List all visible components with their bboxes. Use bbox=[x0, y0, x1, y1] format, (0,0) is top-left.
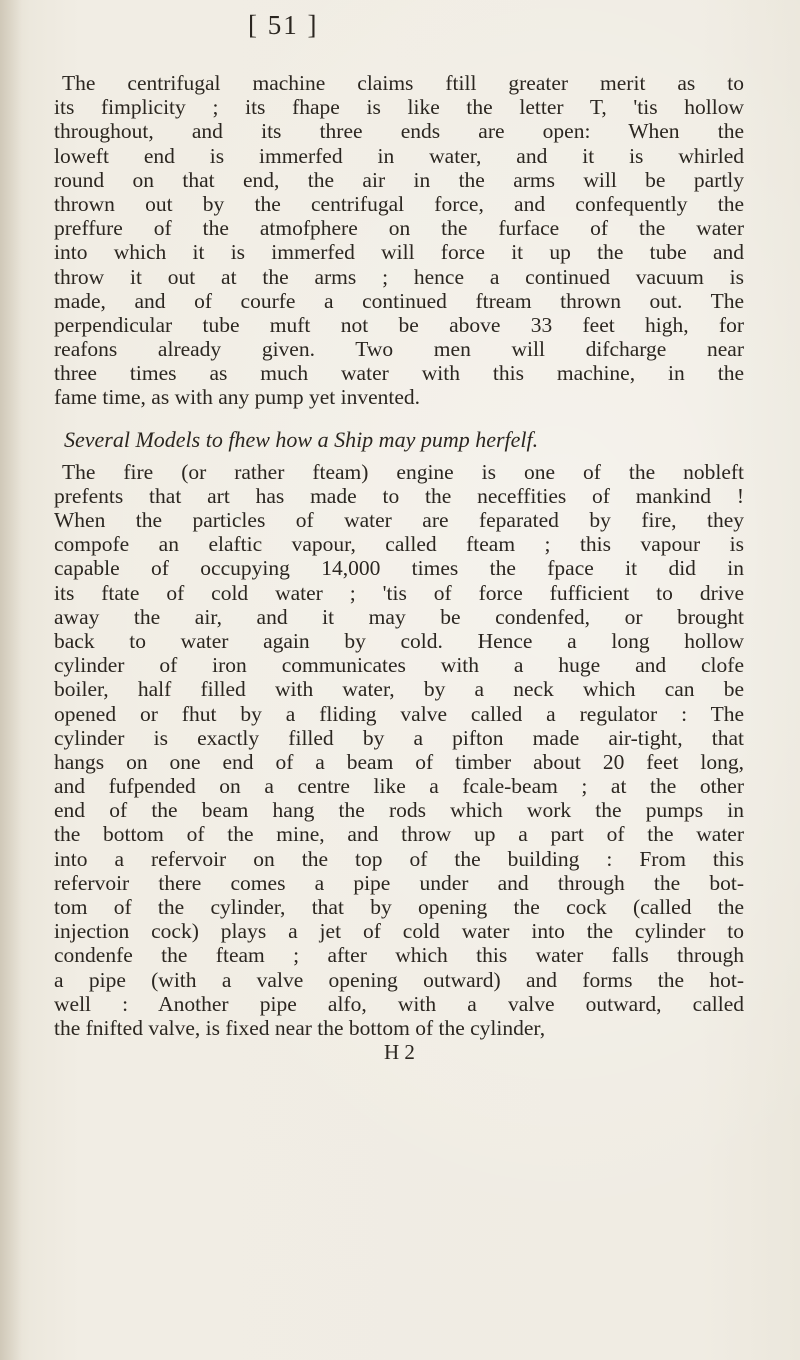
text-line: capable of occupying 14,000 times the fpace it did in bbox=[54, 556, 744, 581]
body-text bbox=[54, 71, 744, 1064]
text-line: The fire (or rather fteam) engine is one of the nobleft bbox=[62, 459, 744, 484]
text-line: perpendicular tube muft not be above 33 feet high, for bbox=[54, 312, 744, 337]
text-line: The centrifugal machine claims ftill greater merit as to bbox=[62, 71, 744, 95]
text-line: thrown out by the centrifugal force, and confequently the bbox=[54, 191, 744, 216]
text-line: well : Another pipe alfo, with a valve outward, called bbox=[54, 991, 744, 1016]
text-line: throw it out at the arms ; hence a continued vacuum is bbox=[54, 264, 744, 289]
text-line: When the particles of water are feparated by fire, they bbox=[54, 508, 744, 532]
text-line: away the air, and it may be condenfed, or brought bbox=[54, 604, 744, 629]
page-folio: [ 51 ] bbox=[248, 10, 319, 40]
text-line: into which it is immerfed will force it up the tube and bbox=[54, 240, 744, 265]
text-line: three times as much water with this machine, in the bbox=[54, 361, 744, 386]
signature-mark: H 2 bbox=[384, 1040, 415, 1065]
text-line: round on that end, the air in the arms will be partly bbox=[54, 167, 744, 192]
text-line: fame time, as with any pump yet invented. bbox=[54, 385, 421, 410]
text-line: refervoir there comes a pipe under and through the bot- bbox=[54, 870, 744, 895]
text-line: into a refervoir on the top of the building : From this bbox=[54, 846, 744, 871]
section-heading: Several Models to fhew how a Ship may pump herfelf. bbox=[64, 426, 539, 452]
text-line: its ftate of cold water ; 'tis of force fufficient to drive bbox=[54, 580, 744, 605]
text-line: a pipe (with a valve opening outward) and forms the hot- bbox=[54, 967, 744, 992]
text-line: made, and of courfe a continued ftream thrown out. The bbox=[54, 288, 744, 313]
text-line: cylinder of iron communicates with a huge and clofe bbox=[54, 653, 744, 678]
text-line: its fimplicity ; its fhape is like the letter T, 'tis hollow bbox=[54, 95, 744, 120]
text-line: end of the beam hang the rods which work the pumps in bbox=[54, 798, 744, 823]
text-line: opened or fhut by a fliding valve called a regulator : The bbox=[54, 701, 744, 726]
text-line: hangs on one end of a beam of timber about 20 feet long, bbox=[54, 749, 744, 774]
text-line: compofe an elaftic vapour, called fteam ; this vapour is bbox=[54, 532, 744, 557]
text-line: back to water again by cold. Hence a long hollow bbox=[54, 628, 744, 653]
text-line: cylinder is exactly filled by a pifton made air-tight, that bbox=[54, 725, 744, 750]
paragraph-centrifugal-machine bbox=[54, 71, 744, 410]
paragraph-fire-engine bbox=[54, 460, 744, 1041]
text-line: the bottom of the mine, and throw up a part of the water bbox=[54, 822, 744, 847]
text-line: prefents that art has made to the neceffities of mankind ! bbox=[54, 483, 744, 508]
text-line: throughout, and its three ends are open: When the bbox=[54, 119, 744, 144]
text-line: boiler, half filled with water, by a neck which can be bbox=[54, 677, 744, 702]
text-line: the fnifted valve, is fixed near the bottom of the cylinder, bbox=[54, 1015, 546, 1040]
binding-shadow bbox=[0, 0, 22, 1360]
text-line: injection cock) plays a jet of cold water into the cylinder to bbox=[54, 919, 744, 944]
text-line: reafons already given. Two men will difcharge near bbox=[54, 337, 744, 362]
text-line: tom of the cylinder, that by opening the cock (called the bbox=[54, 895, 744, 919]
text-line: and fufpended on a centre like a fcale-beam ; at the other bbox=[54, 774, 744, 799]
text-line: loweft end is immerfed in water, and it is whirled bbox=[54, 143, 744, 168]
text-line: preffure of the atmofphere on the furface of the water bbox=[54, 216, 744, 241]
text-line: condenfe the fteam ; after which this water falls through bbox=[54, 943, 744, 968]
